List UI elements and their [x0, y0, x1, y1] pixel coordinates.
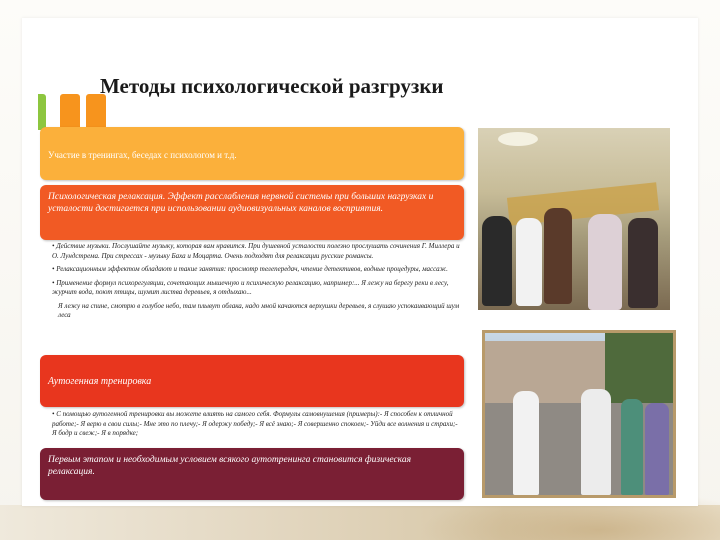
- box-first-stage: Первым этапом и необходимым условием всякого аутотренинга становится физическая релаксация.: [40, 448, 464, 500]
- relaxation-bullets: [52, 242, 462, 325]
- box-trainings: Участие в тренингах, беседах с психологом и т.д.: [40, 127, 464, 180]
- bullet-formulas: • Применение формул психорегуляции, сочетающих мышечную и психическую релаксацию, например:... Я лежу на берегу реки в лесу, журчит вода, поют птицы, шумит листва деревьев, я отдыхаю...: [52, 278, 449, 296]
- accent-bar-orange-2: [86, 94, 106, 130]
- box-relaxation: Психологическая релаксация. Эффект расслабления нервной системы при больших нагрузках и усталости достигается при использовании аудиовизуальных каналов восприятия.: [40, 185, 464, 240]
- bullet-music: • Действие музыки. Послушайте музыку, которая вам нравится. При душевной усталости полезно прослушать сочинения Г. Миллера и О. Лундстрема. При стрессах - музыку Баха и Моцарта. Очень подходят для релаксации русские романсы.: [52, 242, 460, 260]
- accent-bar-orange-1: [60, 94, 80, 130]
- bullet-activities: • Релаксационным эффектом обладают и такие занятия: просмотр телепередач, чтение детективов, водные процедуры, массаж.: [52, 265, 448, 273]
- bullet-sky: Я лежу на спине, смотрю в голубое небо, там плывут облака, надо мной качаются верхушки деревьев, я слушаю успокаивающий шум леса: [58, 301, 460, 319]
- photo-crowd: [482, 330, 676, 498]
- slide-title: Методы психологической разгрузки: [100, 74, 444, 98]
- box-autogenic: Аутогенная тренировка: [40, 355, 464, 407]
- accent-bar-green: [38, 94, 46, 130]
- bullet-autogenic: • С помощью аутогенной тренировки вы можете влиять на самого себя. Формулы самовнушения (примеры):- Я способен к отличной работе;- Я верю в свои силы;- Мне это по плечу;- Я одержу победу;- Я всё знаю;- Я совершенно спокоен;- Уйди все волнения и страхи;- Я бодр и свеж;- Я в порядке;: [52, 410, 458, 437]
- photo-dancing: [478, 128, 670, 310]
- autogenic-bullets: [52, 410, 462, 439]
